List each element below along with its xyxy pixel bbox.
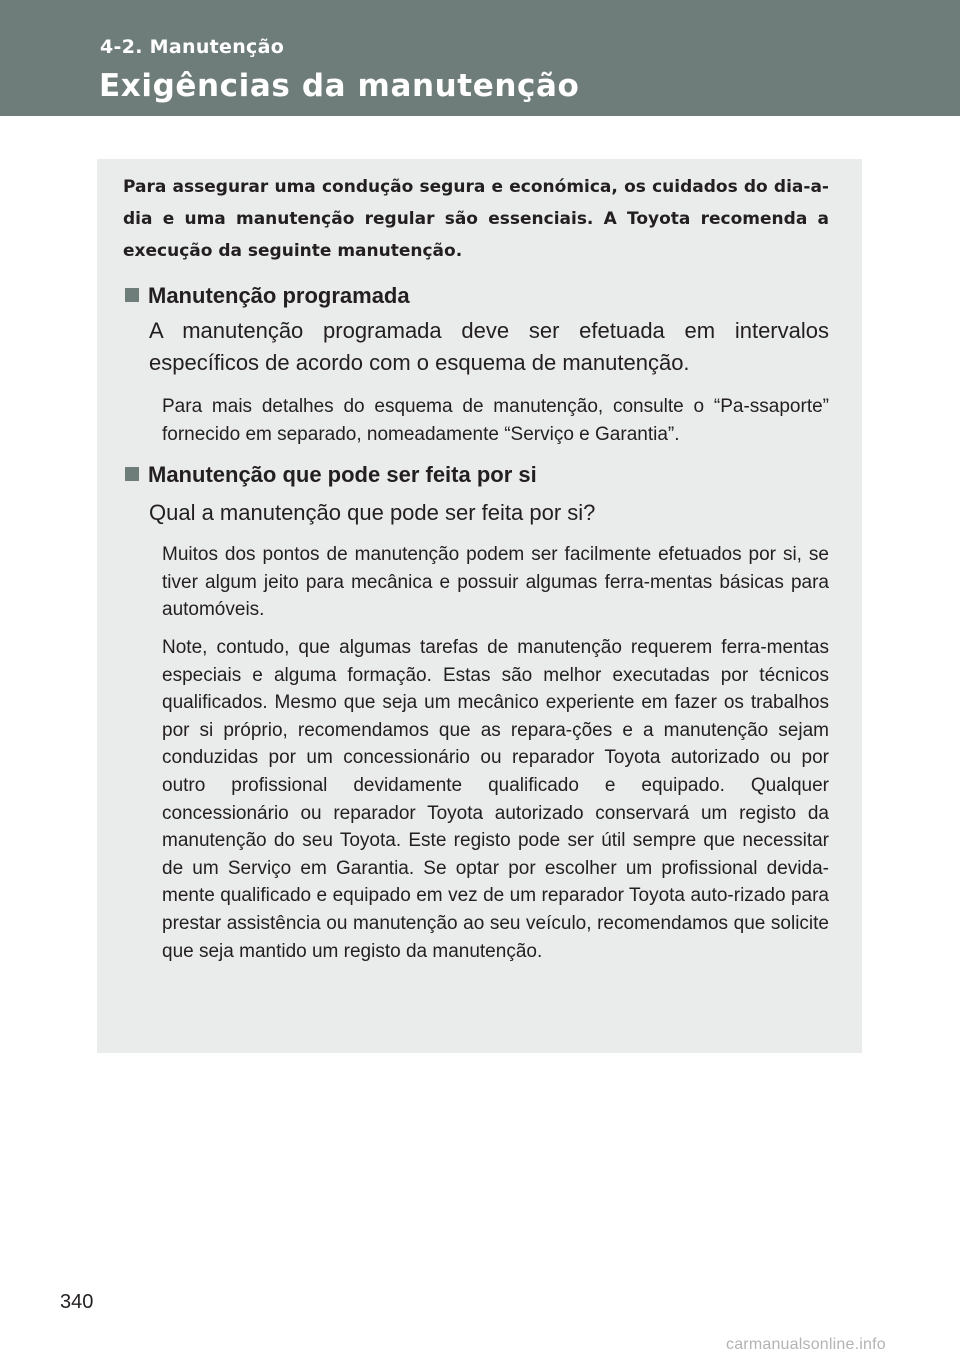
page-title: Exigências da manutenção <box>99 68 580 104</box>
page-number: 340 <box>60 1291 94 1313</box>
note-paragraph: Note, contudo, que algumas tarefas de manutenção requerem ferra-mentas especiais e alguma formação. Estas são melhor executadas por técnicos qualificados. Mesmo que seja um mecânico experiente em fazer os trabalhos por si próprio, recomendamos que as repara-ções e a manutenção sejam conduzidas por um concessionário ou reparador Toyota autorizado ou por outro profissional devidamente qualificado e equipado. Qualquer concessionário ou reparador Toyota autorizado conservará um registo da manutenção do seu Toyota. Este registo pode ser útil sempre que necessitar de um Serviço em Garantia. Se optar por escolher um profissional devida-mente qualificado e equipado em vez de um reparador Toyota auto-rizado para prestar assistência ou manutenção ao seu veículo, recomendamos que solicite que seja mantido um registo da manutenção. <box>162 637 829 962</box>
section-label: 4-2. Manutenção <box>100 36 285 58</box>
square-bullet-icon <box>125 467 139 481</box>
note-paragraph: Muitos dos pontos de manutenção podem ser facilmente efetuados por si, se tiver algum jeito para mecânica e possuir algumas ferra-mentas básicas para automóveis. <box>162 544 829 621</box>
subheading-text: Manutenção que pode ser feita por si <box>148 462 537 487</box>
content-panel <box>97 159 862 1053</box>
square-bullet-icon <box>125 288 139 302</box>
subheading-text: Manutenção programada <box>148 283 410 308</box>
subheading-scheduled-maintenance <box>125 281 410 311</box>
subheading-diy-maintenance <box>125 460 537 490</box>
page-header <box>0 0 960 116</box>
note-paragraph: Para mais detalhes do esquema de manutenção, consulte o “Pa-ssaporte” fornecido em separado, nomeadamente “Serviço e Garantia”. <box>162 396 829 445</box>
intro-paragraph: Para assegurar uma condução segura e económica, os cuidados do dia-a-dia e uma manutenção regular são essenciais. A Toyota recomenda a execução da seguinte manutenção. <box>123 177 829 261</box>
lead-paragraph: Qual a manutenção que pode ser feita por si? <box>149 500 596 525</box>
watermark: carmanualsonline.info <box>726 1336 886 1353</box>
lead-paragraph: A manutenção programada deve ser efetuada em intervalos específicos de acordo com o esquema de manutenção. <box>149 318 829 375</box>
